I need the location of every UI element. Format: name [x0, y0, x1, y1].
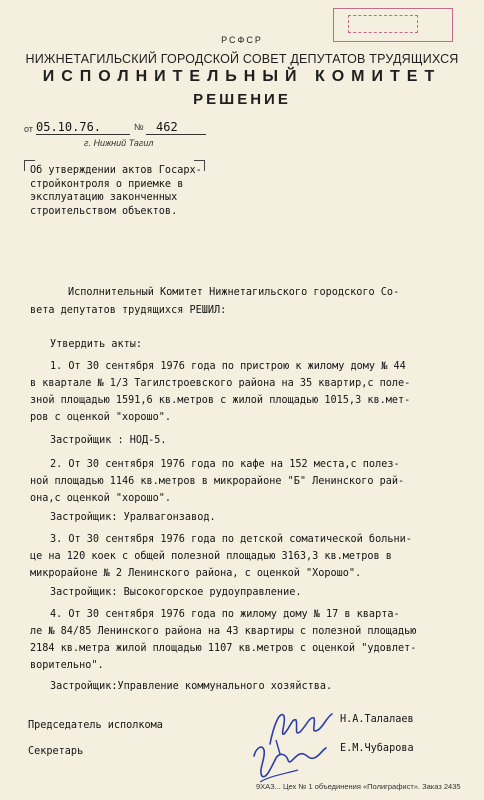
preamble-line: вета депутатов трудящихся РЕШИЛ: — [30, 305, 227, 316]
item-line: 3. От 30 сентября 1976 года по детской соматической больни- — [50, 534, 412, 545]
handwritten-signatures — [240, 696, 350, 796]
item-line: она,с оценкой "хорошо". — [30, 493, 172, 504]
chair-name: Н.А.Талалаев — [340, 714, 414, 725]
subject-block — [30, 164, 202, 218]
stamp-inner-box — [348, 15, 418, 33]
number-underline — [146, 134, 206, 135]
builder-line: Застройщик:Управление коммунального хозяйства. — [50, 681, 333, 692]
item-line: 1. От 30 сентября 1976 года по пристрою к жилому дому № 44 — [50, 361, 406, 372]
item-line: 2184 кв.метра жилой площадью 1107 кв.метров с оценкой "удовлет- — [30, 643, 417, 654]
date-prefix: от — [24, 124, 33, 134]
preamble-line: Исполнительный Комитет Нижнетагильского городского Со- — [68, 287, 400, 298]
item-line: ворительно". — [30, 660, 104, 671]
item-line: це на 120 коек с общей полезной площадью 3163,3 кв.метров в — [30, 551, 392, 562]
subject-line: эксплуатацию законченных — [30, 192, 178, 203]
item-line: в квартале № 1/3 Тагилстроевского района на 35 квартир,с поле- — [30, 378, 411, 389]
header-council: НИЖНЕТАГИЛЬСКИЙ ГОРОДСКОЙ СОВЕТ ДЕПУТАТОВ ТРУДЯЩИХСЯ — [25, 52, 459, 66]
secretary-name: Е.М.Чубарова — [340, 743, 414, 754]
subject-line: Об утверждении актов Госарх- — [30, 165, 202, 176]
item-line: ров с оценкой "хорошо". — [30, 412, 172, 423]
chair-signature-stroke — [270, 714, 332, 744]
decision-number: 462 — [156, 120, 178, 134]
builder-line: Застройщик: Уралвагонзавод. — [50, 512, 216, 523]
item-line: ной площадью 1146 кв.метров в микрорайоне "Б" Ленинского рай- — [30, 476, 405, 487]
item-line: микрорайоне № 2 Ленинского района, с оценкой "Хорошо". — [30, 568, 362, 579]
builder-line: Застройщик : НОД-5. — [50, 435, 167, 446]
approve-heading: Утвердить акты: — [50, 339, 143, 350]
header-committee: ИСПОЛНИТЕЛЬНЫЙ КОМИТЕТ — [42, 68, 442, 85]
item-line: ле № 84/85 Ленинского района на 43 квартиры с полезной площадью — [30, 626, 417, 637]
subject-line: стройконтроля о приемке в — [30, 178, 184, 190]
date-underline — [36, 134, 130, 135]
builder-line: Застройщик: Высокогорское рудоуправление. — [50, 587, 302, 598]
decision-date: 05.10.76. — [36, 120, 102, 134]
document-type: РЕШЕНИЕ — [193, 91, 291, 108]
item-line: 4. От 30 сентября 1976 года по жилому дому № 17 в кварта- — [50, 609, 400, 620]
print-footer: 9ХАЗ... Цех № 1 объединения «Полиграфист». Заказ 2435 — [256, 782, 461, 791]
city-name: г. Нижний Тагил — [84, 138, 154, 148]
chair-signature-tick — [276, 740, 280, 754]
item-line: зной площадью 1591,6 кв.метров с жилой площадью 1015,3 кв.мет- — [30, 395, 411, 406]
header-republic: РСФСР — [221, 35, 263, 45]
subject-line: строительством объектов. — [30, 205, 178, 217]
secretary-label: Секретарь — [28, 746, 84, 757]
item-line: 2. От 30 сентября 1976 года по кафе на 152 места,с полез- — [50, 459, 400, 470]
number-prefix: № — [134, 122, 144, 132]
chair-label: Председатель исполкома — [28, 720, 163, 731]
